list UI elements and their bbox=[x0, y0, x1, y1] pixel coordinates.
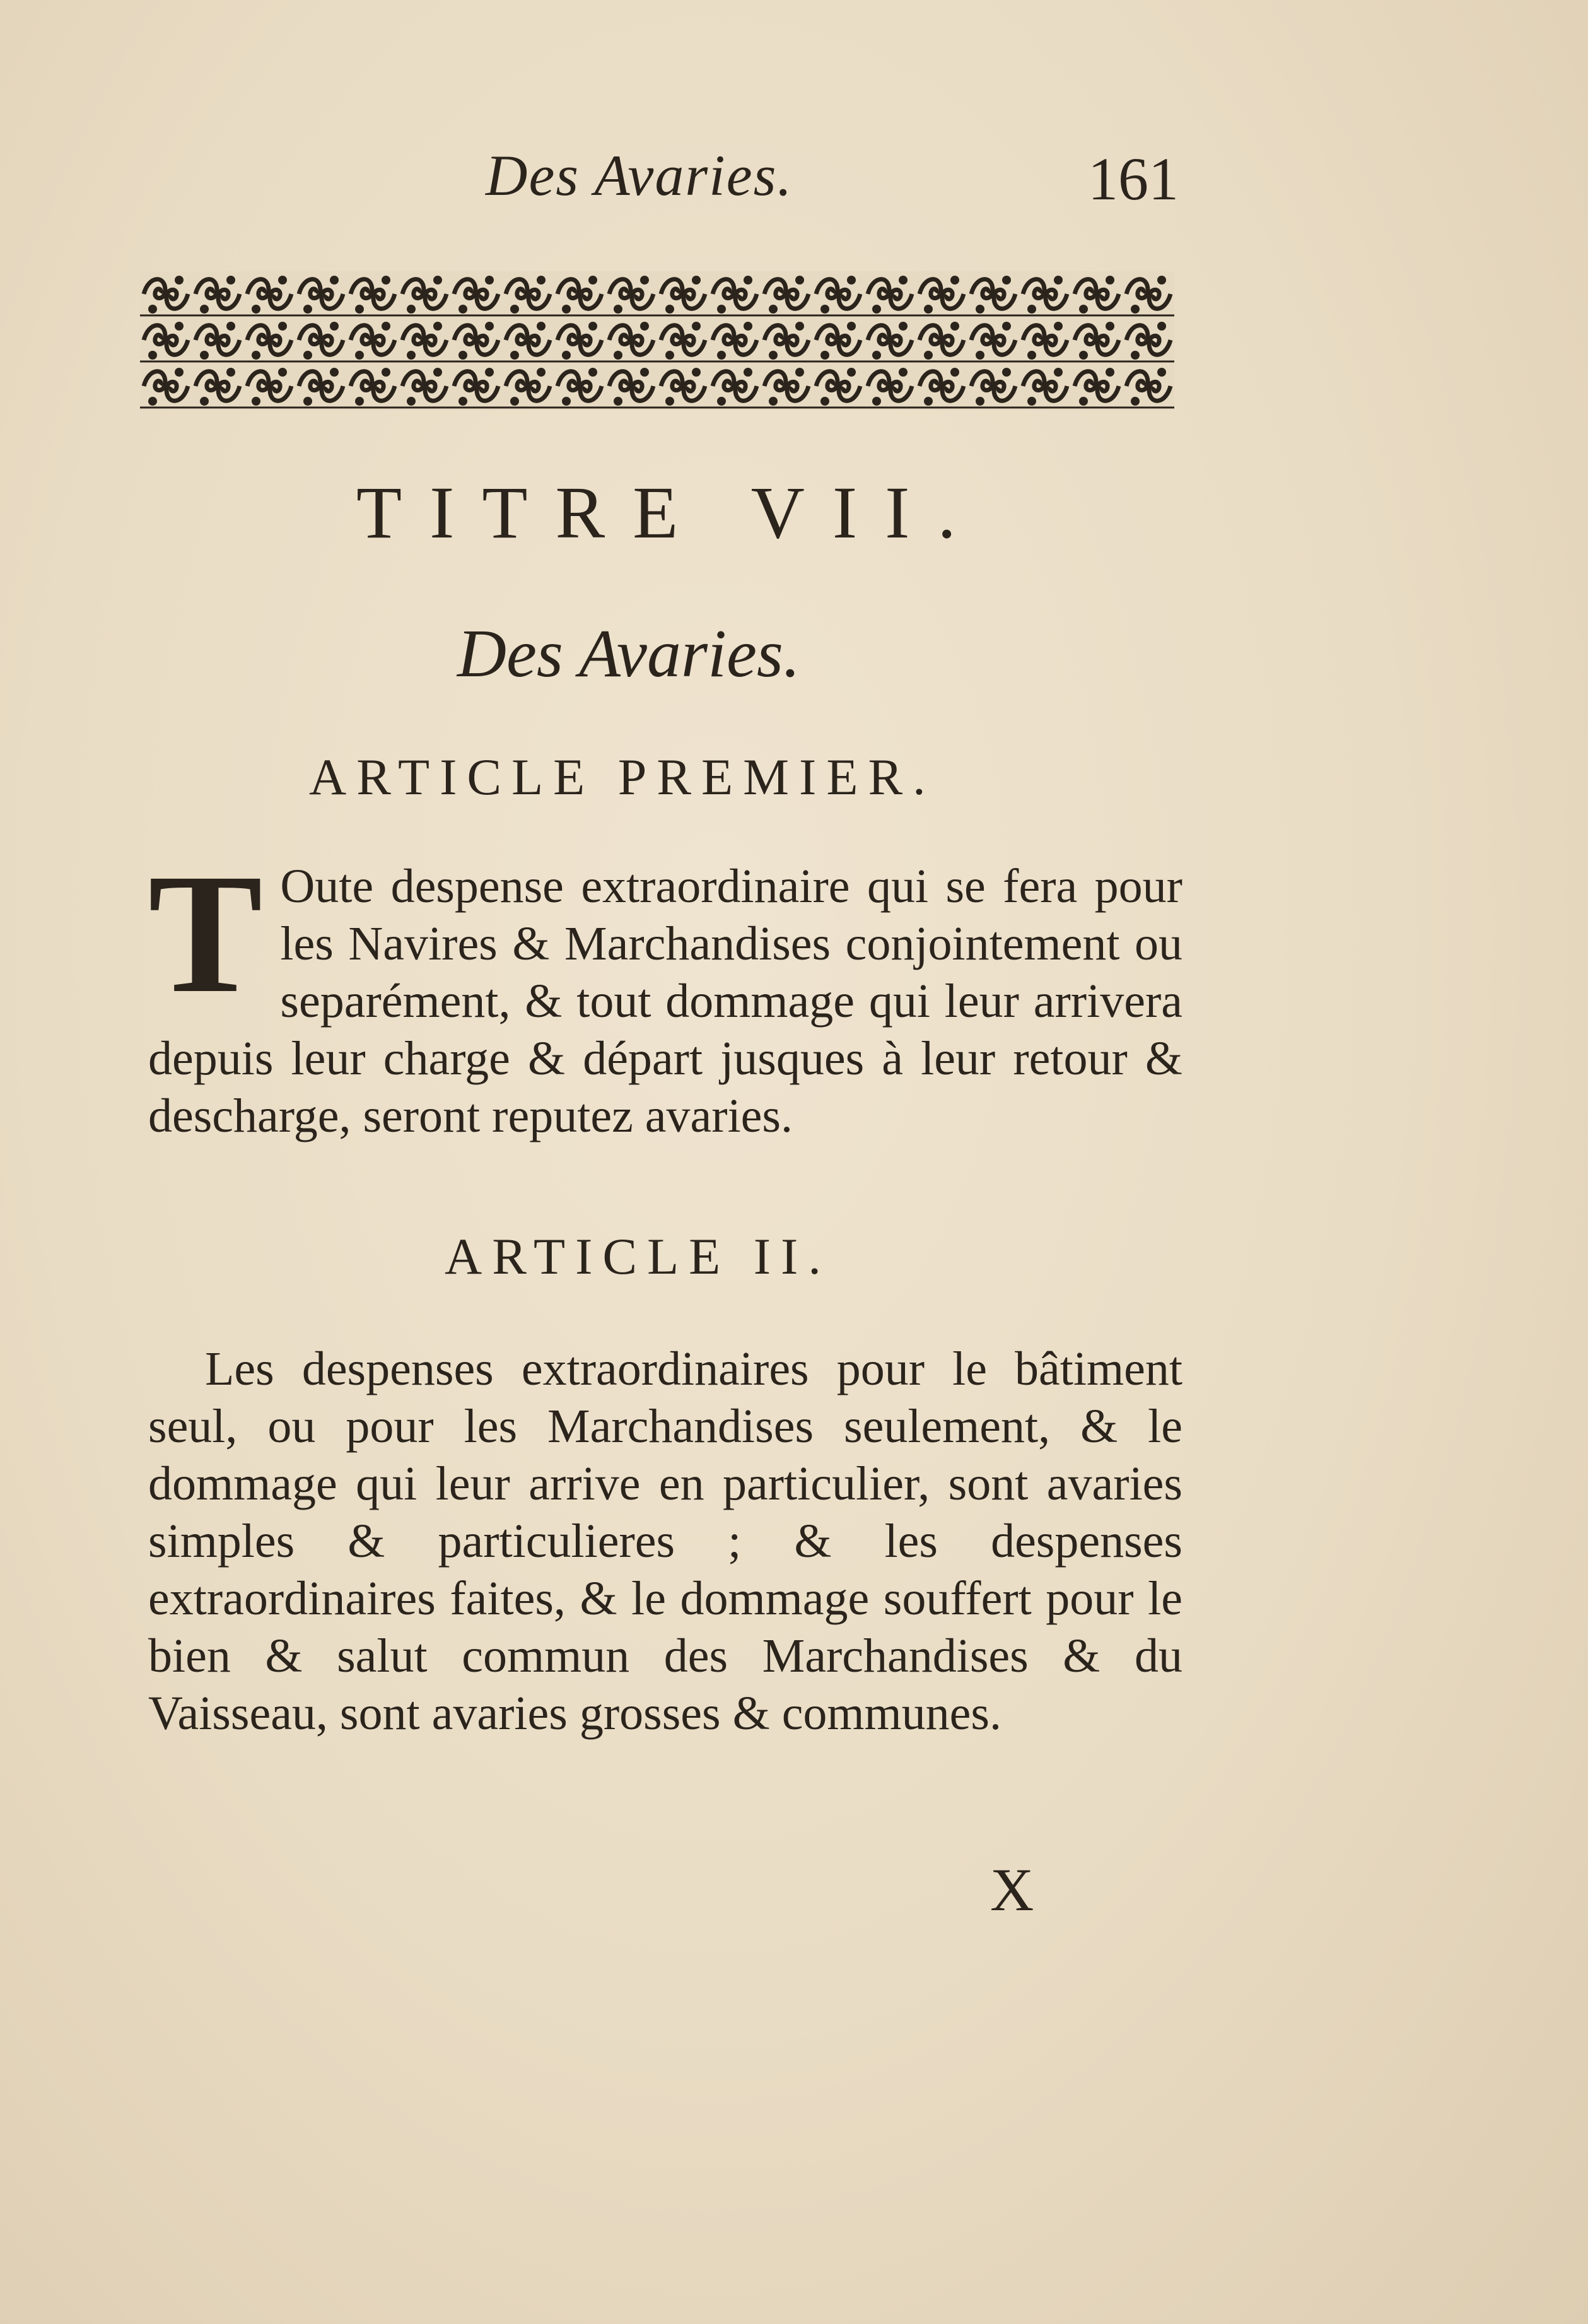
drop-cap: T bbox=[148, 838, 263, 1028]
chapter-title: TITRE VII. bbox=[356, 471, 984, 554]
article-2-text: Les despenses extraordinaires pour le bâtiment seul, ou pour les Marchandises seulement, & le dommage qui leur arrive en particulier, sont avaries simples & particulieres ; & les despenses extraordinaires faites, & le dommage souffert pour le bien & salut commun des Marchandises & du Vaisseau, sont avaries grosses & communes. bbox=[148, 1342, 1182, 1740]
ornamental-headpiece bbox=[140, 271, 1174, 410]
catchword: X bbox=[990, 1856, 1034, 1923]
article-1-text bbox=[148, 838, 1182, 1145]
article-2-heading: ARTICLE II. bbox=[445, 1228, 831, 1285]
article-1-body: Oute despense extraordinaire qui se fera pour les Navires & Marchandises conjointement ou separément, & tout dommage qui leur arrivera depuis leur charge & départ jusques à leur retour & descharge, seront reputez avaries. bbox=[148, 860, 1182, 1142]
running-head: Des Avaries. bbox=[486, 143, 793, 208]
chapter-subtitle: Des Avaries. bbox=[457, 616, 800, 691]
article-1-heading: ARTICLE PREMIER. bbox=[309, 748, 936, 806]
page-number: 161 bbox=[1088, 145, 1179, 213]
